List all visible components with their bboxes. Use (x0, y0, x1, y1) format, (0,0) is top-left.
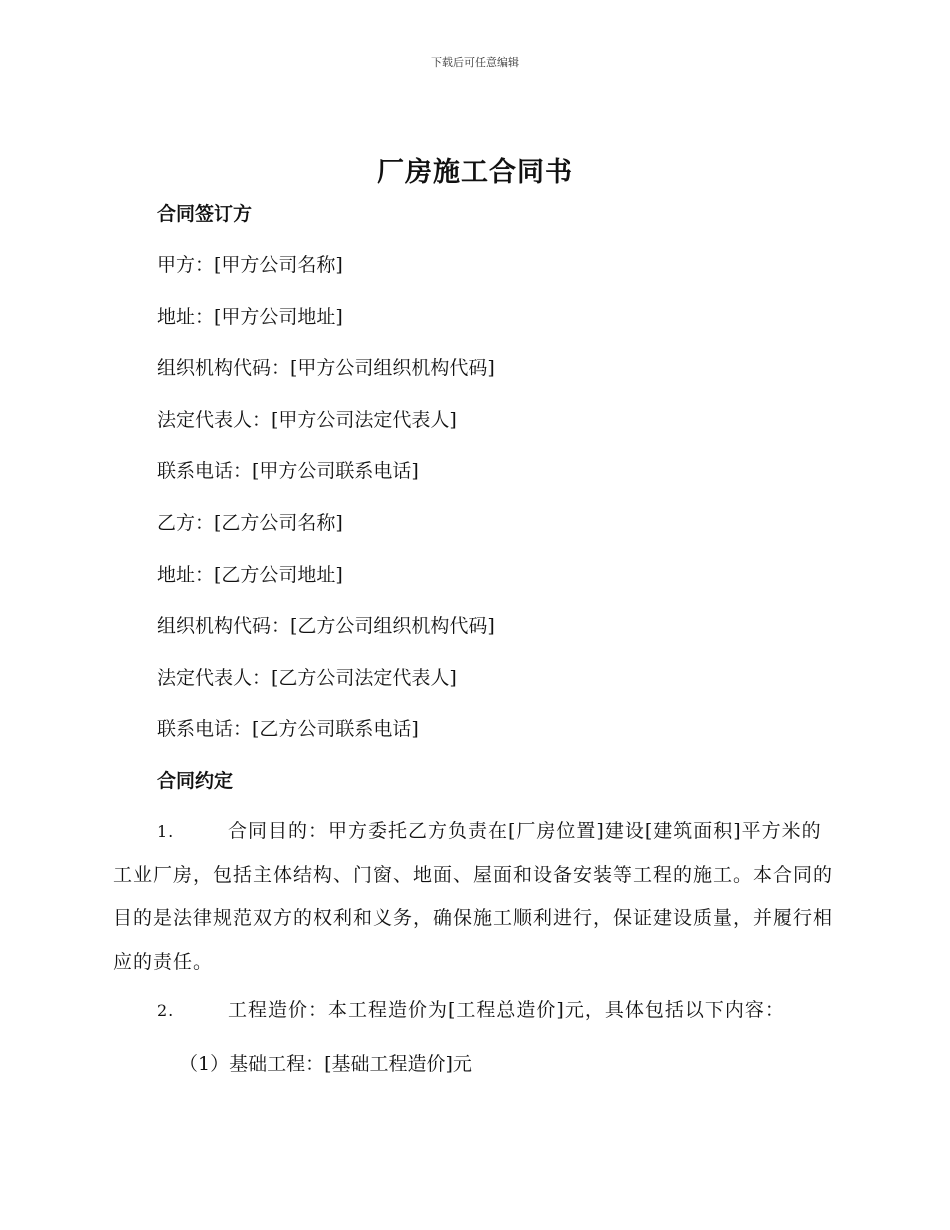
clause-text: 工程造价：本工程造价为[工程总造价]元，具体包括以下内容： (228, 999, 785, 1021)
party-a-phone: 联系电话：[甲方公司联系电话] (157, 460, 419, 482)
party-b-phone: 联系电话：[乙方公司联系电话] (157, 718, 419, 740)
section-heading-agreement: 合同约定 (157, 770, 234, 792)
party-b-name: 乙方：[乙方公司名称] (157, 512, 343, 534)
sub-item-foundation: （1）基础工程：[基础工程造价]元 (179, 1053, 472, 1075)
party-a-address: 地址：[甲方公司地址] (157, 306, 343, 328)
clause-2 (113, 989, 838, 1033)
clause-number: 2. (157, 1001, 175, 1020)
party-a-legal-rep: 法定代表人：[甲方公司法定代表人] (157, 409, 457, 431)
party-a-org-code: 组织机构代码：[甲方公司组织机构代码] (157, 357, 495, 379)
document-title: 厂房施工合同书 (377, 157, 573, 188)
party-b-legal-rep: 法定代表人：[乙方公司法定代表人] (157, 667, 457, 689)
clause-number: 1. (157, 822, 175, 841)
party-b-org-code: 组织机构代码：[乙方公司组织机构代码] (157, 615, 495, 637)
clause-text: 合同目的：甲方委托乙方负责在[厂房位置]建设[建筑面积]平方米的工业厂房，包括主体结构、门窗、地面、屋面和设备安装等工程的施工。本合同的目的是法律规范双方的权利和义务，确保施工顺利进行，保证建设质量，并履行相应的责任。 (113, 820, 834, 973)
party-a-name: 甲方：[甲方公司名称] (157, 254, 343, 276)
party-b-address: 地址：[乙方公司地址] (157, 564, 343, 586)
section-heading-parties: 合同签订方 (157, 203, 253, 225)
clause-1 (113, 810, 838, 984)
header-note: 下载后可任意编辑 (431, 56, 519, 69)
